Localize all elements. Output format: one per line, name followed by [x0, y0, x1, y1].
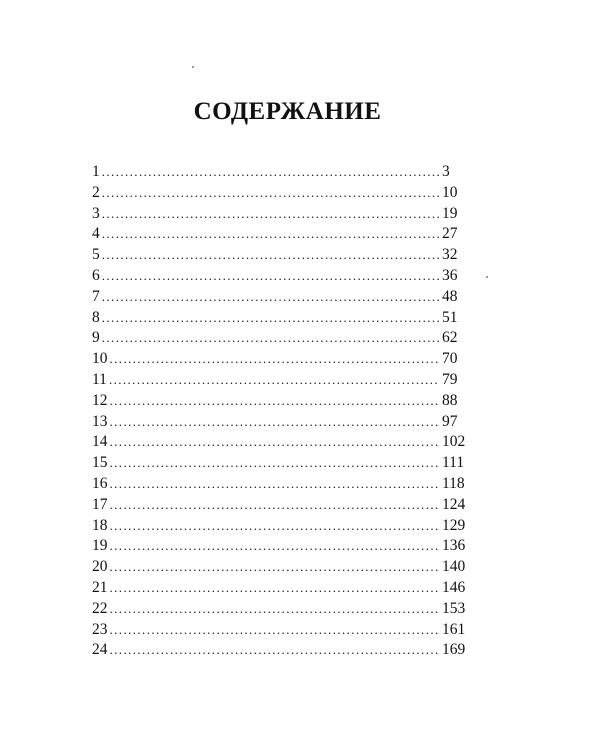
toc-entry [92, 599, 472, 620]
toc-entry [92, 308, 472, 329]
toc-entry [92, 536, 472, 557]
toc-entry [92, 432, 472, 453]
toc-entry [92, 557, 472, 578]
toc-leader-dots [102, 204, 440, 225]
toc-chapter-number: 14 [92, 433, 108, 451]
toc-page-number: 48 [442, 287, 458, 305]
toc-chapter-number: 15 [92, 454, 108, 472]
toc-entry [92, 474, 472, 495]
toc-chapter-number: 8 [92, 308, 100, 326]
toc-chapter-number: 4 [92, 225, 100, 243]
toc-chapter-number: 24 [92, 641, 108, 659]
print-speck [192, 66, 194, 68]
toc-leader-dots [110, 599, 441, 620]
toc-chapter-number: 9 [92, 329, 100, 347]
toc-page-number: 97 [442, 412, 458, 430]
toc-page-number: 140 [442, 558, 466, 576]
toc-page-number: 51 [442, 308, 458, 326]
toc-chapter-number: 11 [92, 370, 107, 388]
toc-entry [92, 391, 472, 412]
toc-entry [92, 204, 472, 225]
toc-entry [92, 266, 472, 287]
toc-page-number: 32 [442, 246, 458, 264]
toc-page-number: 36 [442, 266, 458, 284]
page-title: СОДЕРЖАНИЕ [193, 98, 382, 125]
toc-page-number: 124 [442, 495, 466, 513]
toc-page-number: 10 [442, 183, 458, 201]
toc-entry [92, 245, 472, 266]
toc-page-number: 129 [442, 516, 466, 534]
toc-entry [92, 412, 472, 433]
toc-chapter-number: 10 [92, 350, 108, 368]
toc-leader-dots [102, 308, 440, 329]
toc-leader-dots [110, 412, 441, 433]
toc-page-number: 111 [442, 454, 465, 472]
toc-leader-dots [110, 349, 441, 370]
toc-page-number: 161 [442, 620, 466, 638]
toc-leader-dots [110, 516, 441, 537]
toc-entry [92, 370, 472, 391]
toc-page-number: 62 [442, 329, 458, 347]
toc-page-number: 27 [442, 225, 458, 243]
toc-leader-dots [102, 183, 440, 204]
toc-page-number: 88 [442, 391, 458, 409]
toc-chapter-number: 1 [92, 163, 100, 180]
toc-leader-dots [110, 640, 441, 661]
toc-leader-dots [102, 287, 440, 308]
toc-entry [92, 578, 472, 599]
toc-entry [92, 162, 472, 183]
table-of-contents [92, 162, 472, 661]
toc-entry [92, 328, 472, 349]
toc-page-number: 102 [442, 433, 466, 451]
toc-chapter-number: 18 [92, 516, 108, 534]
toc-page-number: 136 [442, 537, 466, 555]
toc-page-number: 19 [442, 204, 458, 222]
toc-chapter-number: 12 [92, 391, 108, 409]
toc-leader-dots [110, 391, 441, 412]
toc-leader-dots [102, 328, 440, 349]
toc-chapter-number: 16 [92, 474, 108, 492]
toc-leader-dots [110, 474, 441, 495]
toc-entry [92, 495, 472, 516]
toc-page-number: 169 [442, 641, 466, 659]
toc-entry [92, 224, 472, 245]
toc-chapter-number: 21 [92, 578, 108, 596]
toc-page-number: 153 [442, 599, 466, 617]
toc-leader-dots [110, 536, 441, 557]
toc-leader-dots [110, 557, 441, 578]
toc-leader-dots [102, 224, 440, 245]
toc-chapter-number: 2 [92, 183, 100, 201]
toc-page-number: 70 [442, 350, 458, 368]
toc-leader-dots [102, 162, 440, 183]
toc-entry [92, 183, 472, 204]
toc-leader-dots [102, 266, 440, 287]
toc-leader-dots [110, 495, 441, 516]
toc-chapter-number: 17 [92, 495, 108, 513]
toc-page-number: 79 [442, 370, 458, 388]
toc-entry [92, 640, 472, 661]
toc-entry [92, 453, 472, 474]
toc-chapter-number: 22 [92, 599, 108, 617]
toc-entry [92, 349, 472, 370]
toc-leader-dots [110, 453, 441, 474]
toc-page-number: 118 [442, 474, 465, 492]
toc-chapter-number: 20 [92, 558, 108, 576]
toc-entry [92, 516, 472, 537]
toc-leader-dots [102, 245, 440, 266]
toc-entry [92, 287, 472, 308]
toc-leader-dots [109, 370, 440, 391]
toc-leader-dots [110, 432, 441, 453]
toc-leader-dots [110, 578, 441, 599]
toc-chapter-number: 6 [92, 266, 100, 284]
toc-chapter-number: 19 [92, 537, 108, 555]
toc-chapter-number: 3 [92, 204, 100, 222]
toc-page-number: 3 [442, 163, 450, 180]
toc-chapter-number: 7 [92, 287, 100, 305]
toc-chapter-number: 13 [92, 412, 108, 430]
toc-entry [92, 620, 472, 641]
toc-chapter-number: 5 [92, 246, 100, 264]
toc-page-number: 146 [442, 578, 466, 596]
print-speck [486, 276, 488, 278]
toc-leader-dots [110, 620, 441, 641]
toc-chapter-number: 23 [92, 620, 108, 638]
